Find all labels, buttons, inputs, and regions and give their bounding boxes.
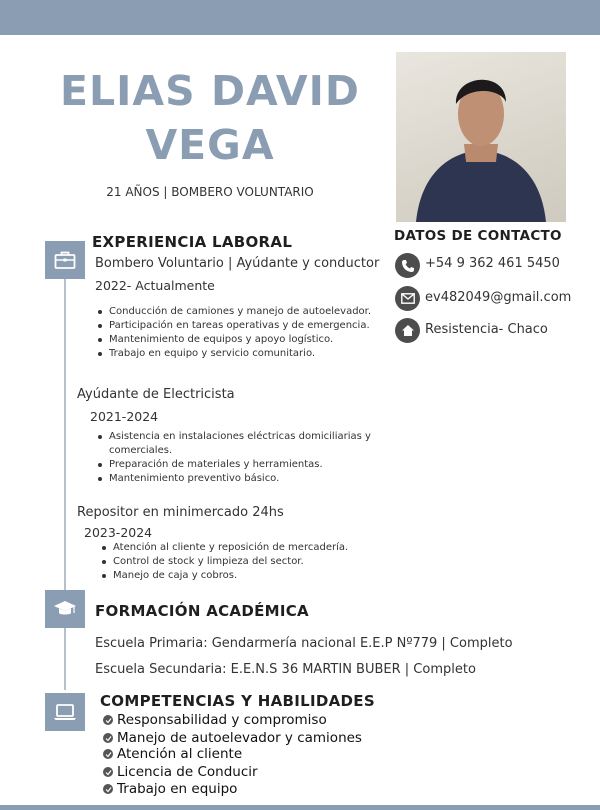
list-item: Mantenimiento de equipos y apoyo logístico. [98, 333, 371, 347]
job-2-bullets [98, 430, 371, 486]
check-circle-icon [103, 715, 113, 725]
bottom-band [0, 805, 600, 810]
list-item: Atención al cliente y reposición de mercadería. [102, 541, 348, 555]
skill-label: Licencia de Conducir [117, 764, 258, 780]
list-item: Trabajo en equipo y servicio comunitario. [98, 347, 371, 361]
contact-email[interactable]: ev482049@gmail.com [425, 290, 572, 305]
list-item: Control de stock y limpieza del sector. [102, 555, 348, 569]
check-circle-icon [103, 749, 113, 759]
briefcase-icon [45, 241, 85, 279]
job-3-bullets [102, 541, 348, 583]
skills-title: COMPETENCIAS Y HABILIDADES [100, 692, 375, 710]
skill-item [103, 730, 362, 746]
list-item: Mantenimiento preventivo básico. [98, 472, 371, 486]
skill-item [103, 781, 237, 797]
top-band [0, 0, 600, 35]
list-item: Manejo de caja y cobros. [102, 569, 348, 583]
list-item: Preparación de materiales y herramientas. [98, 458, 371, 472]
contact-location: Resistencia- Chaco [425, 322, 548, 337]
check-circle-icon [103, 767, 113, 777]
job-1-role: Bombero Voluntario | Ayúdante y conductor [95, 256, 380, 271]
mail-icon [395, 286, 420, 311]
person-silhouette-icon [396, 52, 566, 222]
list-item [98, 444, 371, 458]
check-circle-icon [103, 733, 113, 743]
contact-phone[interactable]: +54 9 362 461 5450 [425, 256, 560, 271]
home-icon [395, 318, 420, 343]
profile-photo [396, 52, 566, 222]
graduation-cap-icon [45, 590, 85, 628]
job-1-bullets [98, 305, 371, 361]
phone-icon [395, 253, 420, 278]
skill-label: Atención al cliente [117, 746, 243, 762]
check-circle-icon [103, 784, 113, 794]
job-2-role: Ayúdante de Electricista [77, 387, 235, 402]
laptop-icon [45, 693, 85, 731]
job-1-period: 2022- Actualmente [95, 278, 215, 293]
skill-label: Manejo de autoelevador y camiones [117, 730, 362, 746]
skill-label: Responsabilidad y compromiso [117, 712, 327, 728]
name-line-2: VEGA [145, 121, 275, 169]
skill-item [103, 764, 258, 780]
skill-item [103, 746, 242, 762]
list-item: Asistencia en instalaciones eléctricas domiciliarias y [98, 430, 371, 444]
experience-title: EXPERIENCIA LABORAL [92, 233, 293, 251]
education-title: FORMACIÓN ACADÉMICA [95, 602, 309, 620]
job-3-period: 2023-2024 [84, 525, 153, 540]
list-item: Conducción de camiones y manejo de autoelevador. [98, 305, 371, 319]
list-item: Participación en tareas operativas y de emergencia. [98, 319, 371, 333]
list-item-continuation: comerciales. [109, 445, 173, 456]
education-item-primary: Escuela Primaria: Gendarmería nacional E.E.P Nº779 | Completo [95, 636, 513, 651]
skill-item [103, 712, 327, 728]
subtitle: 21 AÑOS | BOMBERO VOLUNTARIO [106, 185, 314, 199]
education-item-secondary: Escuela Secundaria: E.E.N.S 36 MARTIN BUBER | Completo [95, 662, 476, 677]
job-3-role: Repositor en minimercado 24hs [77, 505, 284, 520]
contact-title: DATOS DE CONTACTO [394, 228, 562, 244]
skill-label: Trabajo en equipo [117, 781, 238, 797]
name-line-1: ELIAS DAVID [60, 67, 360, 115]
job-2-period: 2021-2024 [90, 409, 159, 424]
